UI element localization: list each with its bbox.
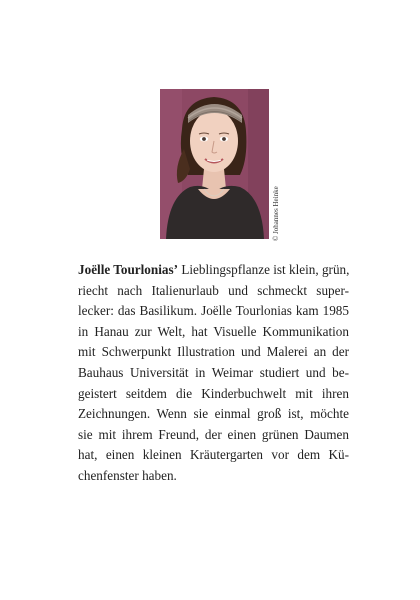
bio-line: lecker: das Basilikum. Joëlle Tourlonias kam 1985 [78, 303, 349, 319]
photo-credit: © Johannes Heinke [272, 186, 280, 241]
author-biography [78, 260, 349, 487]
bio-line: mit Schwerpunkt Illustration und Malerei an der [78, 344, 349, 360]
bio-line: Bauhaus Universität in Weimar studiert und be- [78, 364, 349, 380]
bio-line: geistert seitdem die Kinderbuchwelt mit ihren [78, 385, 349, 401]
portrait-illustration [160, 89, 269, 239]
author-portrait [160, 89, 269, 239]
bio-line: Joëlle Tourlonias’ Lieblingspflanze ist klein, grün, [78, 262, 350, 277]
bio-line: sie mit ihrem Freund, der einen grünen Daumen [78, 426, 349, 442]
bio-line: in Hanau zur Welt, hat Visuelle Kommunikation [78, 323, 349, 339]
bio-line: Zeichnungen. Wenn sie einmal groß ist, möchte [78, 406, 349, 422]
bio-line: hat, einen kleinen Kräutergarten vor dem Kü- [78, 447, 349, 463]
bio-line: riecht nach Italienurlaub und schmeckt super- [78, 282, 349, 298]
bio-line: chenfenster haben. [78, 467, 177, 483]
author-name: Joëlle Tourlonias’ [78, 262, 179, 277]
